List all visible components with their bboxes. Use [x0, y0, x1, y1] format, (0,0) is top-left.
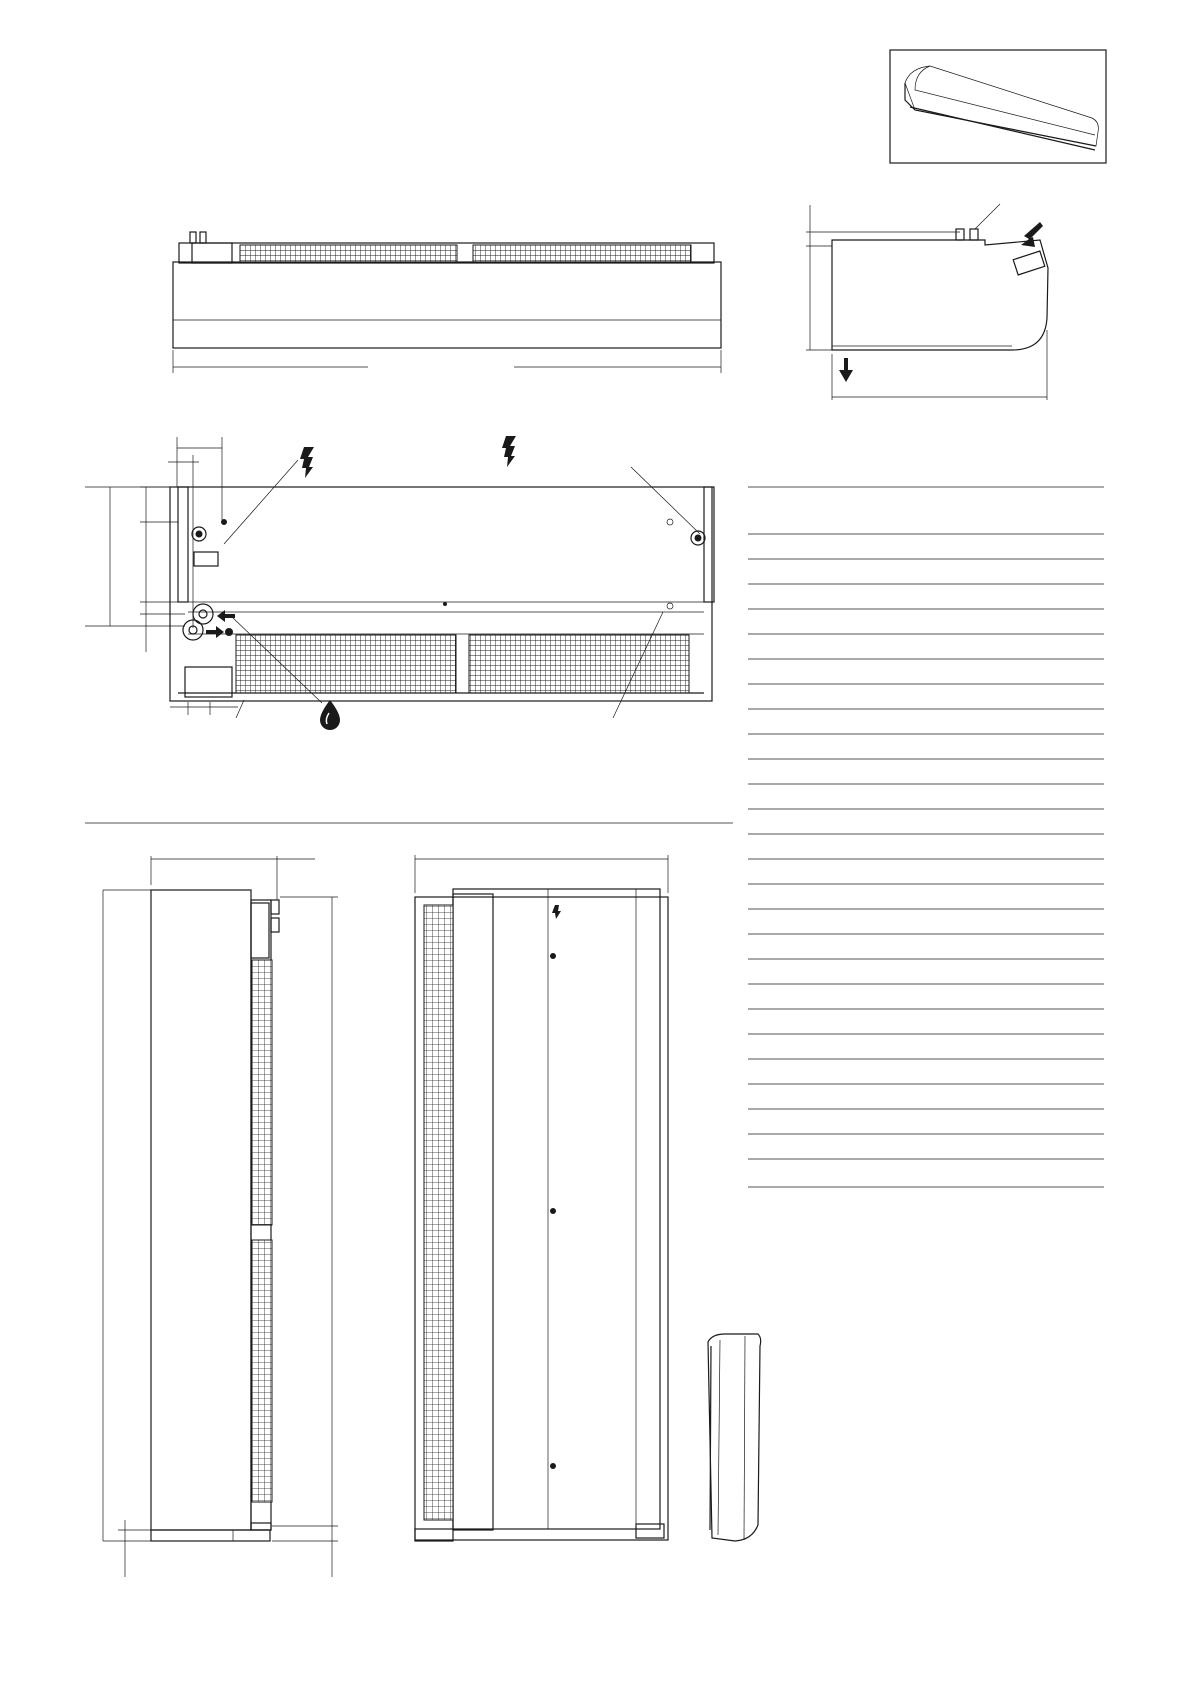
power-bolt-icon — [300, 447, 314, 478]
vertical-side-view — [103, 856, 338, 1577]
vertical-front-view — [415, 855, 668, 1541]
rear-connection-view — [85, 436, 714, 730]
side-view — [806, 204, 1048, 400]
perspective-thumbnail — [890, 50, 1106, 163]
vertical-perspective — [708, 1334, 761, 1541]
flow-out-arrow-icon — [839, 358, 853, 382]
power-bolt-icon — [502, 436, 516, 467]
front-view — [173, 232, 721, 373]
flow-out-arrow-icon — [206, 626, 224, 638]
data-table — [748, 487, 1104, 1187]
water-drop-icon — [320, 700, 340, 730]
airflow-arrow-icon — [1021, 222, 1043, 247]
